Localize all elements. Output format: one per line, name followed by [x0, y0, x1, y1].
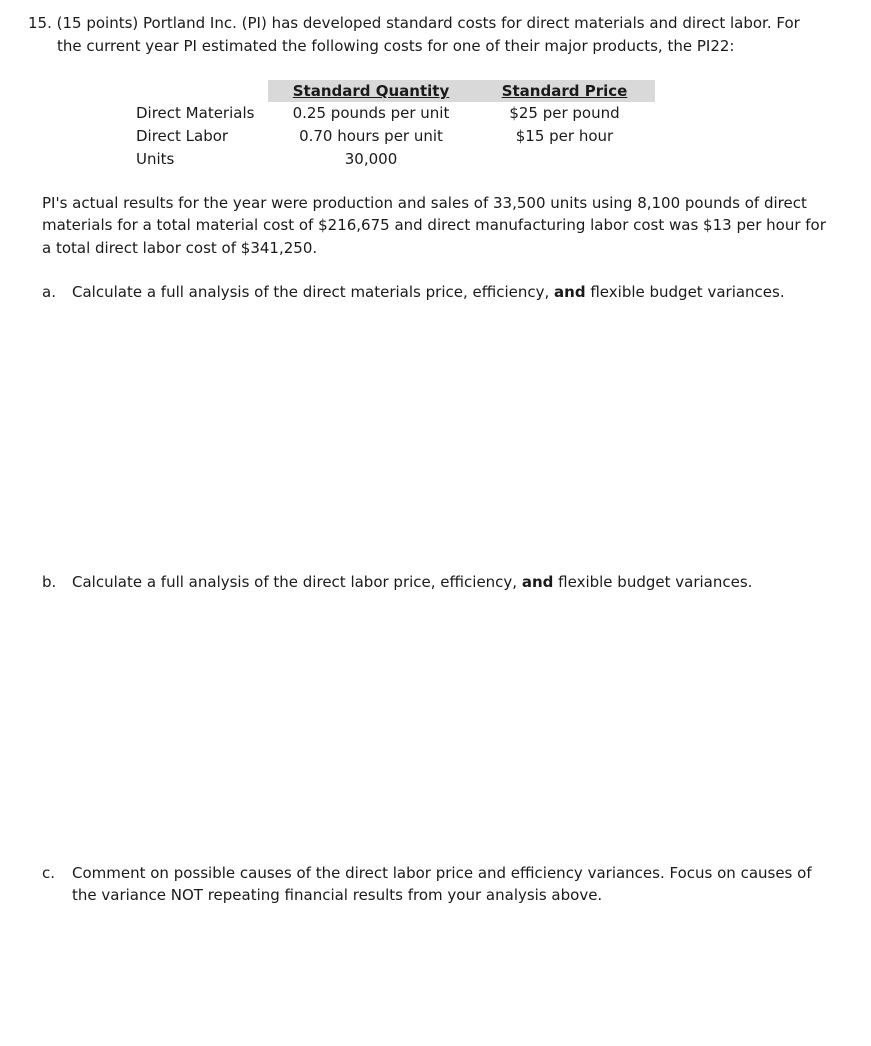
question-line-2: the current year PI estimated the following costs for one of their major products, the PI22:	[57, 37, 735, 55]
row-price-direct-labor: $15 per hour	[515, 127, 614, 145]
part-b-text	[72, 571, 752, 593]
actuals-line-1: PI's actual results for the year were production and sales of 33,500 units using 8,100 pounds of direct	[42, 194, 807, 212]
part-b-text-before: Calculate a full analysis of the direct labor price, efficiency,	[72, 573, 522, 591]
part-a-bold: and	[554, 283, 586, 301]
part-c-line-1: Comment on possible causes of the direct labor price and efficiency variances. Focus on causes of	[72, 864, 812, 882]
part-b-text-after: flexible budget variances.	[553, 573, 753, 591]
part-a-marker: a.	[42, 283, 56, 301]
row-price-direct-materials: $25 per pound	[509, 104, 620, 122]
row-qty-direct-materials: 0.25 pounds per unit	[292, 104, 450, 122]
row-label-units: Units	[136, 150, 175, 168]
part-a-text	[72, 281, 785, 303]
part-c-marker: c.	[42, 864, 56, 882]
row-qty-direct-labor: 0.70 hours per unit	[299, 127, 443, 145]
question-line-1: 15. (15 points) Portland Inc. (PI) has developed standard costs for direct materials and direct labor. For	[28, 14, 800, 32]
row-label-direct-labor: Direct Labor	[136, 127, 229, 145]
header-standard-quantity: Standard Quantity	[292, 82, 450, 100]
part-b-marker: b.	[42, 573, 57, 591]
row-label-direct-materials: Direct Materials	[136, 104, 255, 122]
header-standard-price: Standard Price	[501, 82, 628, 100]
actuals-line-3: a total direct labor cost of $341,250.	[42, 239, 318, 257]
part-a-text-before: Calculate a full analysis of the direct materials price, efficiency,	[72, 283, 555, 301]
part-c-line-2: the variance NOT repeating financial results from your analysis above.	[72, 886, 603, 904]
row-qty-units: 30,000	[344, 150, 398, 168]
actuals-line-2: materials for a total material cost of $216,675 and direct manufacturing labor cost was $13 per hour for	[42, 216, 826, 234]
part-a-text-after: flexible budget variances.	[585, 283, 785, 301]
part-b-bold: and	[521, 573, 554, 591]
